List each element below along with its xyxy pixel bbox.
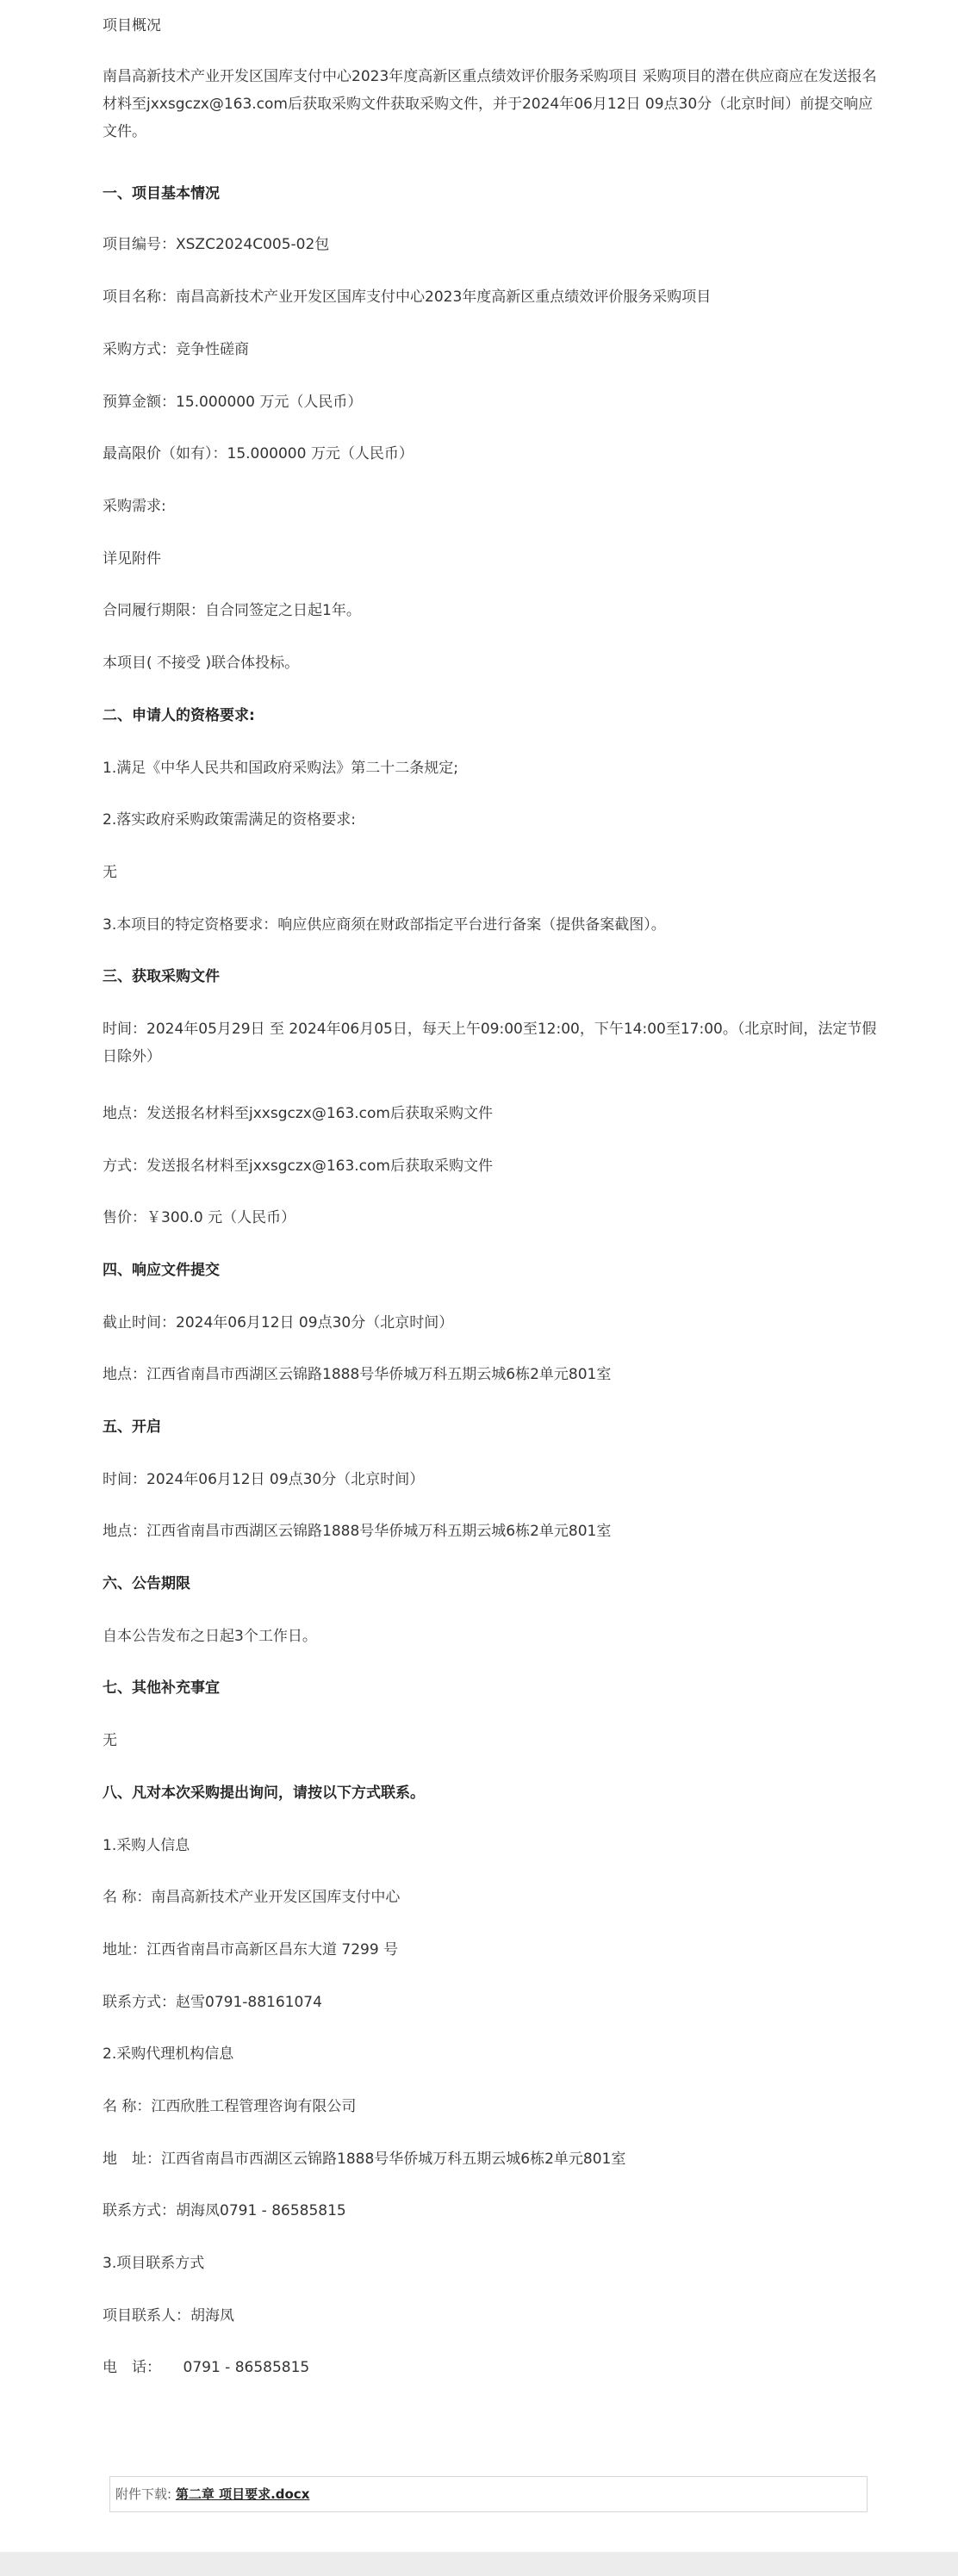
budget-amount: 预算金额：15.000000 万元（人民币） — [103, 394, 363, 411]
demand-detail: 详见附件 — [103, 550, 161, 568]
buyer-contact: 联系方式：赵雪0791-88161074 — [103, 1994, 322, 2011]
procurement-method: 采购方式：竞争性磋商 — [103, 341, 249, 358]
obtain-way: 方式：发送报名材料至jxxsgczx@163.com后获取采购文件 — [103, 1158, 493, 1175]
project-contact-title: 3.项目联系方式 — [103, 2255, 205, 2272]
agent-info-title: 2.采购代理机构信息 — [103, 2045, 234, 2063]
contract-period: 合同履行期限：自合同签定之日起1年。 — [103, 602, 361, 619]
buyer-info-title: 1.采购人信息 — [103, 1837, 190, 1854]
opening-place: 地点：江西省南昌市西湖区云锦路1888号华侨城万科五期云城6栋2单元801室 — [103, 1523, 612, 1540]
page-footer-bar — [0, 2552, 958, 2576]
section-8-title: 八、凡对本次采购提出询问，请按以下方式联系。 — [103, 1785, 425, 1802]
attachment-box — [109, 2476, 868, 2512]
project-number: 项目编号：XSZC2024C005-02包 — [103, 236, 330, 253]
agent-name: 名 称：江西欣胜工程管理咨询有限公司 — [103, 2098, 357, 2115]
qualification-1: 1.满足《中华人民共和国政府采购法》第二十二条规定; — [103, 760, 458, 777]
submit-place: 地点：江西省南昌市西湖区云锦路1888号华侨城万科五期云城6栋2单元801室 — [103, 1366, 612, 1383]
attachment-row — [115, 2481, 309, 2507]
procurement-demand: 采购需求: — [103, 498, 166, 515]
project-name: 项目名称：南昌高新技术产业开发区国库支付中心2023年度高新区重点绩效评价服务采购项目 — [103, 289, 712, 306]
project-contact-person: 项目联系人：胡海凤 — [103, 2307, 234, 2325]
doc-price: 售价：￥300.0 元（人民币） — [103, 1209, 296, 1226]
obtain-place: 地点：发送报名材料至jxxsgczx@163.com后获取采购文件 — [103, 1105, 493, 1122]
section-4-title: 四、响应文件提交 — [103, 1262, 220, 1279]
agent-address: 地 址：江西省南昌市西湖区云锦路1888号华侨城万科五期云城6栋2单元801室 — [103, 2151, 626, 2168]
qualification-3: 3.本项目的特定资格要求：响应供应商须在财政部指定平台进行备案（提供备案截图）。 — [103, 916, 666, 934]
overview-text: 南昌高新技术产业开发区国库支付中心2023年度高新区重点绩效评价服务采购项目 采购项目的潜在供应商应在发送报名材料至jxxsgczx@163.com后获取采购文件获取采购文件，并于2024年06月12日 09点30分（北京时间）前提交响应文件。 — [103, 68, 877, 140]
agent-contact: 联系方式：胡海凤0791 - 86585815 — [103, 2202, 346, 2219]
submit-deadline: 截止时间：2024年06月12日 09点30分（北京时间） — [103, 1314, 454, 1331]
section-3-title: 三、获取采购文件 — [103, 968, 220, 985]
buyer-name: 名 称：南昌高新技术产业开发区国库支付中心 — [103, 1889, 401, 1906]
overview-title: 项目概况 — [103, 17, 161, 34]
section-1-title: 一、项目基本情况 — [103, 185, 220, 202]
section-6-title: 六、公告期限 — [103, 1575, 190, 1592]
obtain-time: 时间：2024年05月29日 至 2024年06月05日，每天上午09:00至12:00，下午14:00至17:00。（北京时间，法定节假日除外） — [103, 1021, 877, 1065]
joint-bid: 本项目( 不接受 )联合体投标。 — [103, 655, 300, 672]
attachment-label: 附件下载: — [115, 2486, 172, 2502]
buyer-address: 地址：江西省南昌市高新区昌东大道 7299 号 — [103, 1941, 399, 1958]
max-price: 最高限价（如有）：15.000000 万元（人民币） — [103, 445, 414, 462]
qualification-2-none: 无 — [103, 864, 117, 881]
section-7-title: 七、其他补充事宜 — [103, 1679, 220, 1697]
section-5-title: 五、开启 — [103, 1418, 161, 1436]
project-contact-phone: 电 话： 0791 - 86585815 — [103, 2359, 310, 2376]
opening-time: 时间：2024年06月12日 09点30分（北京时间） — [103, 1471, 425, 1488]
attachment-download-link[interactable]: 第二章 项目要求.docx — [175, 2486, 310, 2502]
section-2-title: 二、申请人的资格要求: — [103, 707, 255, 724]
other-matters: 无 — [103, 1732, 117, 1749]
qualification-2: 2.落实政府采购政策需满足的资格要求: — [103, 811, 356, 829]
notice-period: 自本公告发布之日起3个工作日。 — [103, 1628, 317, 1645]
